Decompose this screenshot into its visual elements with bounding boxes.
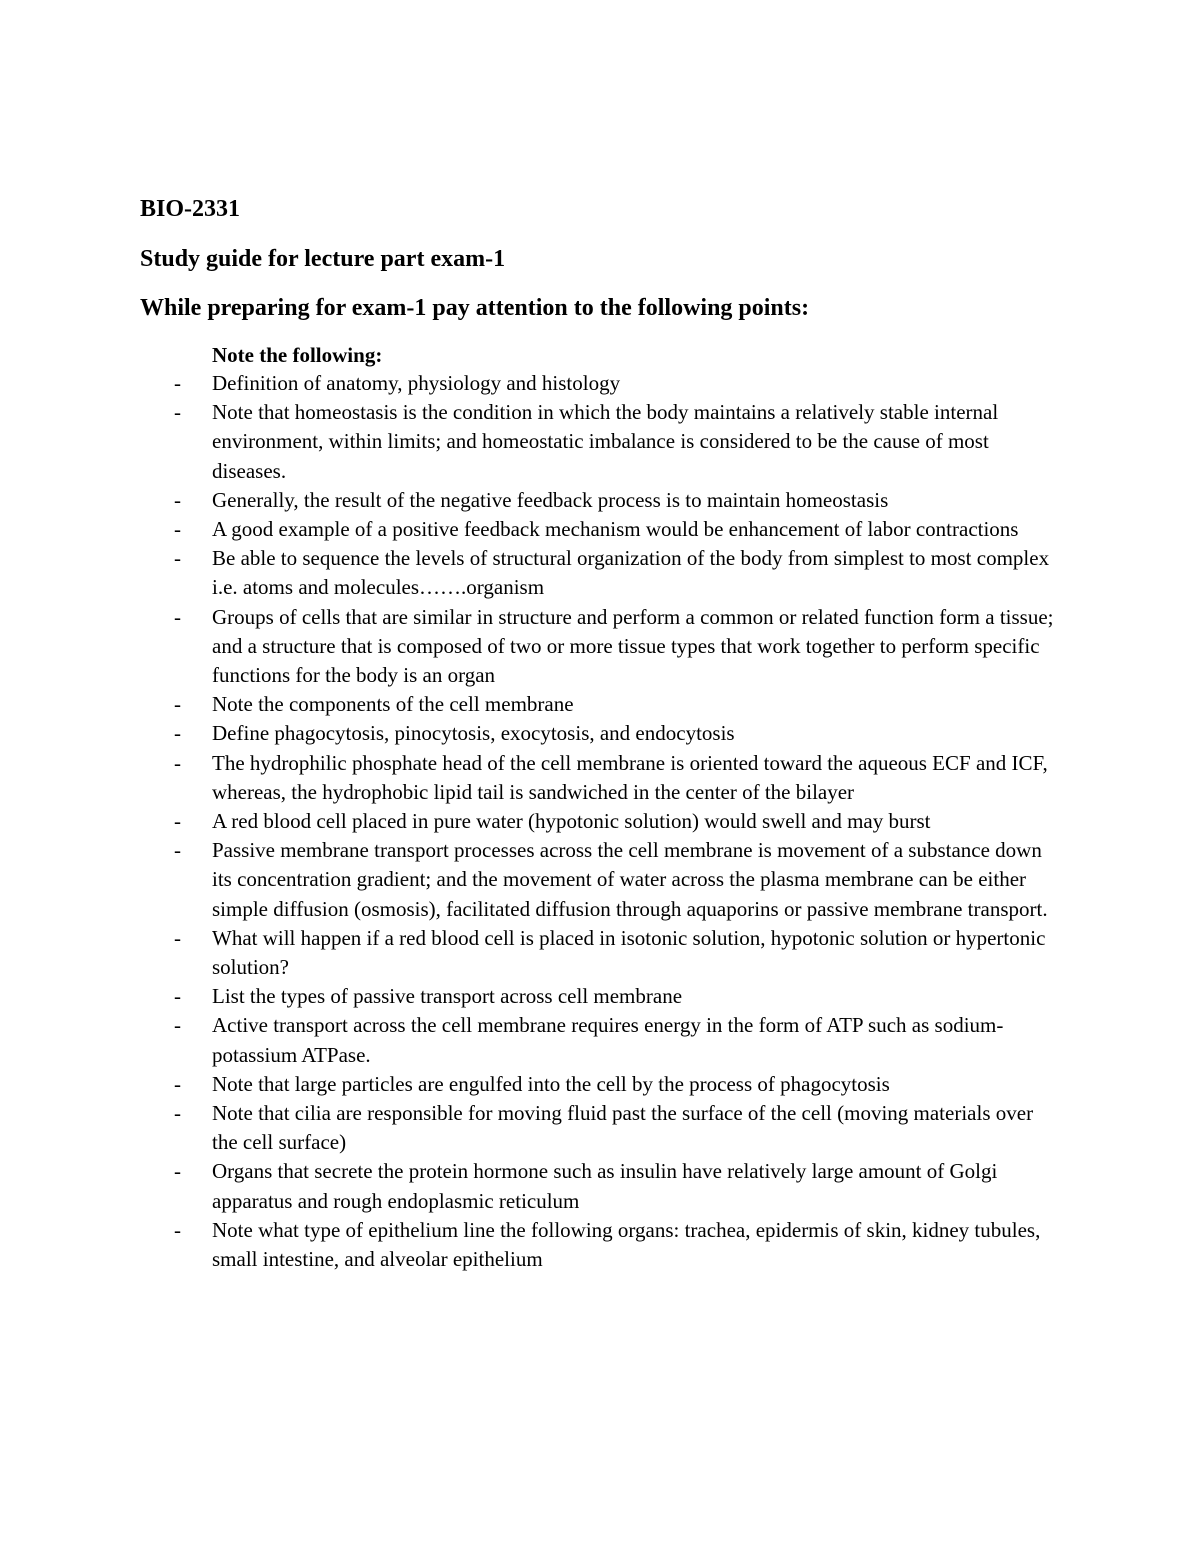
bullet-dash: - xyxy=(174,1159,181,1184)
list-item xyxy=(172,544,1062,602)
bullet-dash: - xyxy=(174,546,181,571)
list-item xyxy=(172,719,1062,748)
point-text: Be able to sequence the levels of structural organization of the body from simplest to most complex i.e. atoms and molecules…….organism xyxy=(212,546,1050,600)
point-text: Definition of anatomy, physiology and histology xyxy=(212,371,621,395)
point-text: A good example of a positive feedback mechanism would be enhancement of labor contractions xyxy=(212,517,1019,542)
course-code: BIO-2331 xyxy=(140,196,241,222)
bullet-dash: - xyxy=(174,809,181,834)
list-item xyxy=(172,398,1062,486)
list-item xyxy=(172,369,1062,398)
bullet-dash: - xyxy=(174,1101,181,1126)
instruction-heading: While preparing for exam-1 pay attention to the following points: xyxy=(140,295,810,321)
point-text: Note that homeostasis is the condition in which the body maintains a relatively stable internal environment, within limits; and homeostatic imbalance is considered to be the cause of most diseases. xyxy=(212,400,999,483)
bullet-dash: - xyxy=(174,487,181,512)
list-item xyxy=(172,1216,1062,1274)
list-item xyxy=(172,1070,1062,1099)
bullet-dash: - xyxy=(174,1013,181,1038)
note-subheading: Note the following: xyxy=(212,343,383,367)
point-text: Active transport across the cell membrane requires energy in the form of ATP such as sodium-potassium ATPase. xyxy=(212,1013,1004,1067)
bullet-dash: - xyxy=(174,604,181,629)
bullet-dash: - xyxy=(174,400,181,425)
point-text: List the types of passive transport across cell membrane xyxy=(212,984,683,1009)
point-text: Note that cilia are responsible for moving fluid past the surface of the cell (moving materials over the cell surface) xyxy=(212,1101,1034,1155)
bullet-dash: - xyxy=(174,925,181,950)
bullet-dash: - xyxy=(174,1217,181,1242)
study-points-list xyxy=(172,369,1062,1274)
bullet-dash: - xyxy=(174,838,181,863)
point-text: Note that large particles are engulfed into the cell by the process of phagocytosis xyxy=(212,1071,890,1096)
list-item xyxy=(172,982,1062,1011)
list-item xyxy=(172,1099,1062,1157)
guide-title: Study guide for lecture part exam-1 xyxy=(140,246,506,272)
list-item xyxy=(172,486,1062,515)
list-item xyxy=(172,836,1062,924)
bullet-dash: - xyxy=(174,517,181,542)
list-item xyxy=(172,603,1062,691)
point-text: Groups of cells that are similar in structure and perform a common or related function form a tissue; and a structure that is composed of two or more tissue types that work together to perform specific functions for the body is an organ xyxy=(212,604,1054,688)
bullet-dash: - xyxy=(174,750,181,775)
point-text: Generally, the result of the negative feedback process is to maintain homeostasis xyxy=(212,487,889,512)
list-item xyxy=(172,749,1062,807)
point-text: Passive membrane transport processes across the cell membrane is movement of a substance down its concentration gradient; and the movement of water across the plasma membrane can be either simple diffusion (osmosis), facilitated diffusion through aquaporins or passive membrane transport. xyxy=(212,838,1048,921)
point-text: A red blood cell placed in pure water (hypotonic solution) would swell and may burst xyxy=(212,809,931,834)
bullet-dash: - xyxy=(174,984,181,1009)
list-item xyxy=(172,1157,1062,1215)
bullet-dash: - xyxy=(174,692,181,717)
bullet-dash: - xyxy=(174,1071,181,1096)
point-text: Note the components of the cell membrane xyxy=(212,692,574,717)
list-item xyxy=(172,1011,1062,1069)
point-text: Note what type of epithelium line the following organs: trachea, epidermis of skin, kidney tubules, small intestine, and alveolar epithelium xyxy=(212,1217,1041,1272)
point-text: Define phagocytosis, pinocytosis, exocytosis, and endocytosis xyxy=(212,721,735,746)
list-item xyxy=(172,924,1062,982)
point-text: The hydrophilic phosphate head of the cell membrane is oriented toward the aqueous ECF and ICF, whereas, the hydrophobic lipid tail is sandwiched in the center of the bilayer xyxy=(212,750,1048,804)
list-item xyxy=(172,807,1062,836)
point-text: What will happen if a red blood cell is placed in isotonic solution, hypotonic solution or hypertonic solution? xyxy=(212,925,1046,980)
list-item xyxy=(172,515,1062,544)
list-item xyxy=(172,690,1062,719)
bullet-dash: - xyxy=(174,371,181,395)
bullet-dash: - xyxy=(174,721,181,746)
point-text: Organs that secrete the protein hormone such as insulin have relatively large amount of Golgi apparatus and rough endoplasmic reticulum xyxy=(212,1159,998,1213)
